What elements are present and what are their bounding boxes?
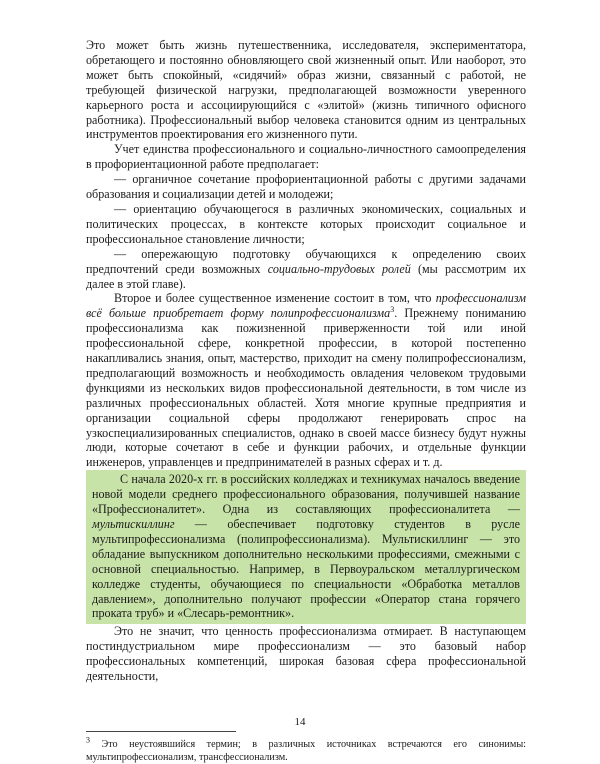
list-item-3-text-b: (мы рассмотрим их далее в этой главе). bbox=[86, 261, 526, 291]
list-item-3 bbox=[86, 247, 526, 292]
footnote-divider bbox=[86, 731, 236, 732]
page-number: 14 bbox=[294, 716, 306, 728]
footnote bbox=[86, 735, 526, 764]
footnote-text: Это неустоявшийся термин; в различных источниках встречаются его синонимы: мультипрофессионализм, трансфессионализм. bbox=[86, 738, 526, 763]
paragraph-polyprofessionalism bbox=[86, 291, 526, 470]
list-item-2: — ориентацию обучающегося в различных экономических, социальных и политических процессах, в контексте которых происходит социальное и профессиональное становление личности; bbox=[86, 201, 526, 246]
highlighted-paragraph bbox=[86, 470, 526, 624]
page-content bbox=[86, 38, 526, 764]
highlighted-text-b: — обеспечивает подготовку студентов в русле мультипрофессионализма (полипрофессионализма). Мультискиллинг — это обладание выпускником дополнительно несколькими профессиями, смежными с основной специальностью. Например, в Первоуральском металлургическом колледже студенты, обучающиеся по специальности «Обработка металлов давлением», дополнительно получают профессии «Оператор стана горячего проката труб» и «Слесарь-ремонтник». bbox=[92, 517, 520, 621]
emphasis-polyprofessionalism: профессионализм всё больше приобретает форму полипрофессионализма bbox=[86, 291, 526, 321]
list-item-1: — органичное сочетание профориентационной работы с другими задачами образования и социализации детей и молодежи; bbox=[86, 172, 526, 202]
paragraph-8: Это не значит, что ценность профессионализма отмирает. В наступающем постиндустриальном мире профессионализм — это базовый набор профессиональных компетенций, широкая базовая сфера профессиональной деятельности, bbox=[86, 624, 526, 684]
emphasis-social-roles: социально-трудовых ролей bbox=[267, 261, 411, 276]
paragraph-6-text-b: . Прежнему пониманию профессионализма как пожизненной приверженности той или иной профессиональной сфере, конкретной профессии, в которой постепенно накапливались знания, опыт, мастерство, приходит на смену полипрофессионализм, предполагающий возможность и необходимость овладения человеком трудовыми функциями из нескольких видов профессиональной деятельности, в том числе из различных профессиональных областей. Хотя многие крупные предприятия и организации социальной сферы продолжают генерировать спрос на узкоспециализированных специалистов, однако в своей массе бизнесу будут нужны люди, которые сочетают в себе и функции рабочих, и отдельные функции инженеров, управленцев и предпринимателей в разных сферах и т. д. bbox=[86, 306, 527, 470]
footnote-reference[interactable]: 3 bbox=[390, 305, 395, 315]
body-text bbox=[86, 38, 526, 684]
highlighted-text-a: С начала 2020-х гг. в российских колледжах и техникумах началось введение новой модели среднего профессионального образования, получившей название «Профессионалитет». Одна из составляющих профессионалитета — bbox=[92, 472, 520, 517]
footnote-paragraph bbox=[86, 735, 526, 764]
paragraph-2: Учет единства профессионального и социально-личностного самоопределения в профориентационной работе предполагает: bbox=[86, 142, 526, 172]
list-item-3-text-a: — опережающую подготовку обучающихся к определению своих предпочтений среди возможных bbox=[86, 246, 526, 276]
paragraph-1: Это может быть жизнь путешественника, исследователя, экспериментатора, обретающего и постоянно обновляющего свой жизненный опыт. Или наоборот, это может быть спокойный, «сидячий» образ жизни, связанный с работой, не требующей физической нагрузки, предполагающей возможности уверенного карьерного роста и ассоциирующийся с «элитой» (жизнь типичного офисного работника). Профессиональный выбор человека становится одним из центральных инструментов проектирования его жизненного пути. bbox=[86, 38, 526, 142]
paragraph-6-text-a: Второе и более существенное изменение состоит в том, что bbox=[114, 291, 436, 306]
emphasis-multiskilling: мультискиллинг bbox=[92, 517, 175, 531]
footnote-marker: 3 bbox=[86, 735, 90, 745]
